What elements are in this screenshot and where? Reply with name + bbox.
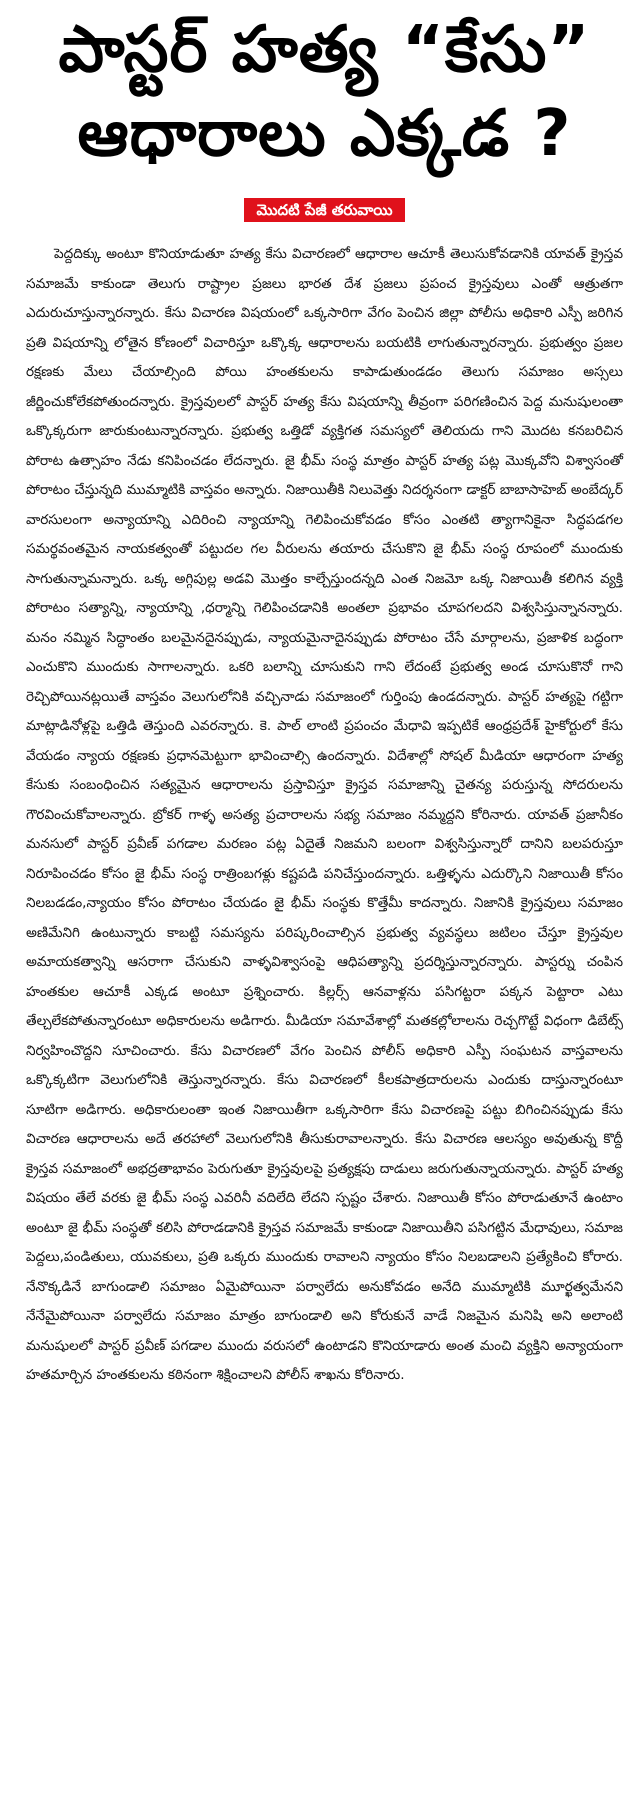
headline-line-2: ఆధారాలు ఎక్కడ ? [77,97,572,171]
headline [26,8,623,176]
continuation-label: మొదటి పేజీ తరువాయి [244,198,404,222]
headline-line-1: పాస్టర్ హత్య “కేసు” [58,13,591,87]
kicker-container [26,198,623,222]
article-body: పెద్దదిక్కు అంటూ కొనియాడుతూ హత్య కేసు విచారణలో ఆధారాల ఆచూకీ తెలుసుకోవడానికి యావత్ క్రైస్తవ సమాజమే కాకుండా తెలుగు రాష్ట్రాల ప్రజలు భారత దేశ ప్రజలు ప్రపంచ క్రైస్తవులు ఎంతో ఆత్రుతగా ఎదురుచూస్తున్నారన్నారు. కేసు విచారణ విషయంలో ఒక్కసారిగా వేగం పెంచిన జిల్లా పోలీసు అధికారి ఎస్పీ జరిగిన ప్రతి విషయాన్ని లోతైన కోణంలో విచారిస్తూ ఒక్కొక్క ఆధారాలను బయటికి లాగుతున్నారన్నారు. ప్రభుత్వం ప్రజల రక్షణకు మేలు చేయాల్సింది పోయి హంతకులను కాపాడుతుండడం తెలుగు సమాజం అస్సలు జీర్ణించుకోలేకపోతుందన్నారు. క్రైస్తవులలో పాస్టర్ హత్య కేసు విషయాన్ని తీవ్రంగా పరిగణించిన పెద్ద మనుషులంతా ఒక్కొక్కరుగా జారుకుంటున్నారన్నారు. ప్రభుత్వ ఒత్తిడో వ్యక్తిగత సమస్యలో తెలియదు గాని మొదట కనబరిచిన పోరాట ఉత్సాహం నేడు కనిపించడం లేదన్నారు. జై భీమ్ సంస్థ మాత్రం పాస్టర్ హత్య పట్ల మొక్కవోని విశ్వాసంతో పోరాటం చేస్తున్నది ముమ్మాటికి వాస్తవం అన్నారు. నిజాయితీకి నిలువెత్తు నిదర్శనంగా డాక్టర్ బాబాసాహెబ్ అంబేద్కర్ వారసులంగా అన్యాయాన్ని ఎదిరించి న్యాయాన్ని గెలిపించుకోవడం కోసం ఎంతటి త్యాగానికైనా సిద్ధపడగల సమర్థవంతమైన నాయకత్వంతో పట్టుదల గల వీరులను తయారు చేసుకొని జై భీమ్ సంస్థ రూపంలో ముందుకు సాగుతున్నామన్నారు. ఒక్క అగ్గిపుల్ల అడవి మొత్తం కాల్చేస్తుందన్నది ఎంత నిజమో ఒక్క నిజాయితీ కలిగిన వ్యక్తి పోరాటం సత్యాన్ని, న్యాయాన్ని ,ధర్మాన్ని గెలిపించడానికి అంతలా ప్రభావం చూపగలదని విశ్వసిస్తున్నానన్నారు. మనం నమ్మిన సిద్ధాంతం బలమైనదైనప్పుడు, న్యాయమైనాదైనప్పుడు పోరాటం చేసే మార్గాలను, ప్రజాళిక బద్ధంగా ఎంచుకొని ముందుకు సాగాలన్నారు. ఒకరి బలాన్ని చూసుకుని గాని లేదంటే ప్రభుత్వ అండ చూసుకొనో గాని రెచ్చిపోయినట్లయితే వాస్తవం వెలుగులోనికి వచ్చినాడు సమాజంలో గుర్తింపు ఉండదన్నారు. పాస్టర్ హత్యపై గట్టిగా మాట్లాడినోళ్లపై ఒత్తిడి తెస్తుంది ఎవరన్నారు. కె. పాల్ లాంటి ప్రపంచం మేధావి ఇప్పటికే ఆంధ్రప్రదేశ్ హైకోర్టులో కేసు వేయడం న్యాయ రక్షణకు ప్రధానమెట్టుగా భావించాల్సి ఉందన్నారు. విదేశాల్లో సోషల్ మీడియా ఆధారంగా హత్య కేసుకు సంబంధించిన సత్యమైన ఆధారాలను ప్రస్తావిస్తూ క్రైస్తవ సమాజాన్ని చైతన్య పరుస్తున్న సోదరులను గౌరవించుకోవాలన్నారు. బ్రోకర్ గాళ్ళ అసత్య ప్రచారాలను సభ్య సమాజం నమ్మద్దని కోరినారు. యావత్ ప్రజానీకం మనసులో పాస్టర్ ప్రవీణ్ పగడాల మరణం పట్ల ఏదైతే నిజమని బలంగా విశ్వసిస్తున్నారో దానిని బలపరుస్తూ నిరూపించడం కోసం జై భీమ్ సంస్థ రాత్రింబగళ్లు కష్టపడి పనిచేస్తుందన్నారు. ఒత్తిళ్ళను ఎదుర్కొని నిజాయితీ కోసం నిలబడడం,న్యాయం కోసం పోరాటం చేయడం జై భీమ్ సంస్థకు కొత్తేమీ కాదన్నారు. నిజానికి క్రైస్తవులు సమాజం అణిమేనిగి ఉంటున్నారు కాబట్టి సమస్యను పరిష్కరించాల్సిన ప్రభుత్వ వ్యవస్థలు జటిలం చేస్తూ క్రైస్తవుల అమాయకత్వాన్ని ఆసరాగా చేసుకుని వాళ్ళవిశ్వాసంపై ఆధిపత్యాన్ని ప్రదర్శిస్తున్నారన్నారు. పాస్టర్ను చంపిన హంతకుల ఆచూకీ ఎక్కడ అంటూ ప్రశ్నించారు. కిల్లర్స్ ఆనవాళ్లను పసిగట్టరా పక్కన పెట్టారా ఎటు తేల్చలేకపోతున్నారంటూ అధికారులను అడిగారు. మీడియా సమావేశాల్లో మతకల్లోలాలను రెచ్చగొట్టే విధంగా డిబేట్స్ నిర్వహించొద్దని సూచించారు. కేసు విచారణలో వేగం పెంచిన పోలీస్ అధికారి ఎస్పీ సంఘటన వాస్తవాలను ఒక్కొక్కటిగా వెలుగులోనికి తెస్తున్నారన్నారు. కేసు విచారణలో కీలకపాత్రదారులను ఎందుకు దాస్తున్నారంటూ సూటిగా అడిగారు. అధికారులంతా ఇంత నిజాయితీగా ఒక్కసారిగా కేసు విచారణపై పట్టు బిగించినప్పుడు కేసు విచారణ ఆధారాలను అదే తరహాలో వెలుగులోనికి తీసుకురావాలన్నారు. కేసు విచారణ ఆలస్యం అవుతున్న కొద్దీ క్రైస్తవ సమాజంలో అభద్రతాభావం పెరుగుతూ క్రైస్తవులపై ప్రత్యక్షపు దాడులు జరుగుతున్నాయన్నారు. పాస్టర్ హత్య విషయం తేలే వరకు జై భీమ్ సంస్థ ఎవరినీ వదిలేది లేదని స్పష్టం చేశారు. నిజాయితీ కోసం పోరాడుతూనే ఉంటాం అంటూ జై భీమ్ సంస్థతో కలిసి పోరాడడానికి క్రైస్తవ సమాజమే కాకుండా నిజాయితీని పసిగట్టిన మేధావులు, సమాజ పెద్దలు,పండితులు, యువకులు, ప్రతి ఒక్కరు ముందుకు రావాలని న్యాయం కోసం నిలబడాలని ప్రత్యేకించి కోరారు. నేనొక్కడినే బాగుండాలి సమాజం ఏమైపోయినా పర్వాలేదు అనుకోవడం అనేది ముమ్మాటికి మూర్ఖత్వమేనని నేనేమైపోయినా పర్వాలేదు సమాజం మాత్రం బాగుండాలి అని కోరుకునే వాడే నిజమైన మనిషి అని అలాంటి మనుషులలో పాస్టర్ ప్రవీణ్ పగడాల ముందు వరుసలో ఉంటాడని కొనియాడారు అంత మంచి వ్యక్తిని అన్యాయంగా హతమార్చిన హంతకులను కఠినంగా శిక్షించాలని పోలీస్ శాఖను కోరినారు. [26,246,623,1383]
